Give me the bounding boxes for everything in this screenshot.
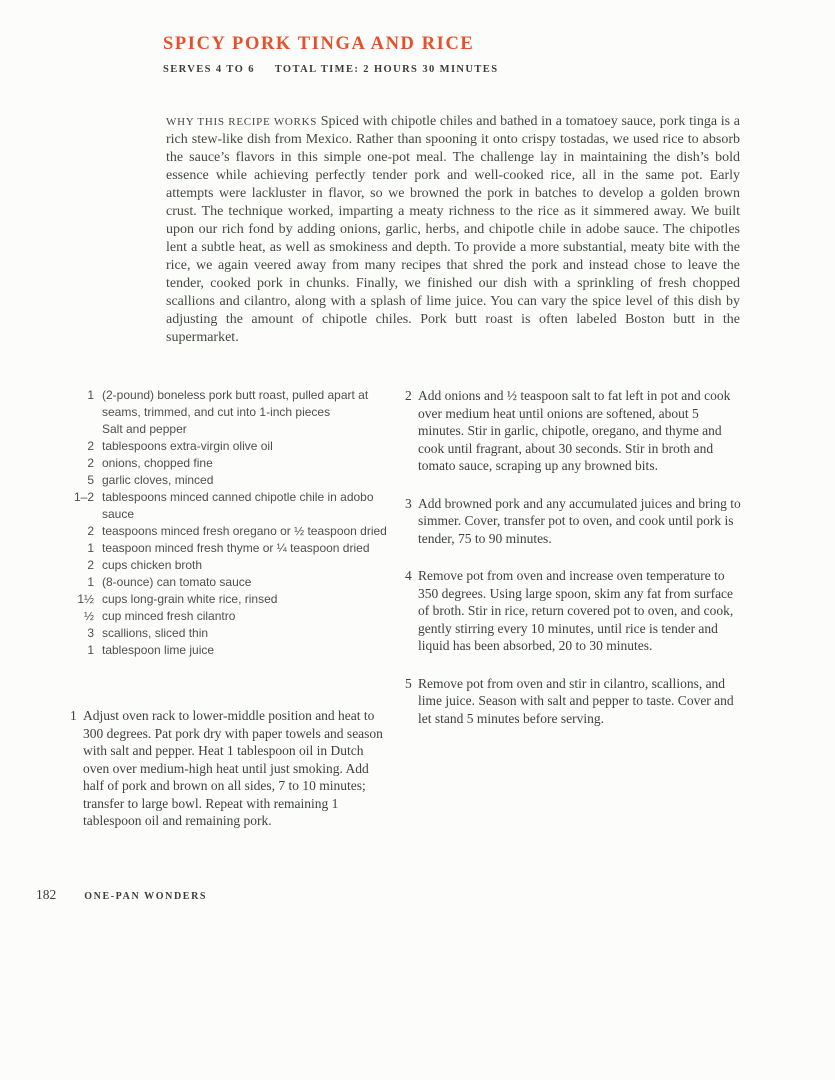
ingredient-row	[62, 540, 394, 557]
ingredient-qty: 2	[87, 558, 94, 572]
ingredient-row	[62, 489, 394, 523]
recipe-title: SPICY PORK TINGA AND RICE	[163, 34, 475, 54]
ingredient-text: teaspoon minced fresh thyme or ¼ teaspoon dried	[102, 541, 370, 555]
step-number: 2	[405, 388, 412, 403]
ingredient-text: tablespoon lime juice	[102, 643, 215, 657]
step-text: Remove pot from oven and stir in cilantro, scallions, and lime juice. Season with salt and pepper to taste. Cover and let stand 5 minutes before serving.	[418, 675, 734, 726]
ingredient-row	[62, 523, 394, 540]
ingredient-text: cup minced fresh cilantro	[102, 609, 236, 623]
total-time-label: TOTAL TIME: 2 HOURS 30 MINUTES	[274, 64, 499, 75]
step-number: 5	[405, 675, 412, 691]
ingredient-qty: 1½	[77, 592, 94, 606]
ingredient-qty: 1–2	[73, 490, 94, 504]
instruction-step-2	[405, 387, 745, 475]
instruction-step-4	[405, 567, 745, 655]
instructions-column-left	[70, 707, 392, 850]
ingredient-qty: 2	[87, 524, 94, 538]
ingredient-qty: 2	[87, 439, 94, 453]
ingredient-row	[62, 421, 394, 438]
page-footer	[36, 886, 207, 904]
ingredient-qty: 1	[87, 575, 94, 589]
page-number: 182	[36, 887, 57, 902]
step-text: Add onions and ½ teaspoon salt to fat left in pot and cook over medium heat until onions are softened, about 5 minutes. Stir in garlic, chipotle, oregano, and thyme and cook until fragrant, about 30 seconds. Stir in broth and tomato sauce, scraping up any browned bits.	[418, 388, 731, 473]
step-text: Add browned pork and any accumulated juices and bring to simmer. Cover, transfer pot to oven, and cook until pork is tender, 75 to 90 minutes.	[418, 495, 741, 546]
recipe-meta	[163, 64, 498, 75]
ingredient-text: (8-ounce) can tomato sauce	[102, 575, 252, 589]
ingredient-row	[62, 438, 394, 455]
ingredient-qty: 1	[87, 541, 94, 555]
ingredient-text: (2-pound) boneless pork butt roast, pulled apart at seams, trimmed, and cut into 1-inch pieces	[102, 388, 369, 419]
ingredient-qty: 1	[87, 388, 94, 402]
ingredient-qty: 5	[87, 473, 94, 487]
ingredient-row	[62, 608, 394, 625]
ingredient-text: tablespoons minced canned chipotle chile in adobo sauce	[102, 490, 374, 521]
ingredient-qty: 1	[87, 643, 94, 657]
recipe-header	[163, 34, 498, 75]
serves-label: SERVES 4 TO 6	[163, 64, 255, 75]
ingredient-row	[62, 455, 394, 472]
ingredient-text: garlic cloves, minced	[102, 473, 214, 487]
ingredient-row	[62, 387, 394, 421]
ingredient-qty: 3	[87, 626, 94, 640]
step-number: 1	[70, 708, 77, 723]
step-number: 3	[405, 495, 412, 511]
step-text: Adjust oven rack to lower-middle position and heat to 300 degrees. Pat pork dry with paper towels and season with salt and pepper. Heat 1 tablespoon oil in Dutch oven over medium-high heat until just smoking. Add half of pork and brown on all sides, 7 to 10 minutes; transfer to large bowl. Repeat with remaining 1 tablespoon oil and remaining pork.	[83, 708, 383, 828]
ingredient-row	[62, 574, 394, 591]
ingredient-text: cups long-grain white rice, rinsed	[102, 592, 278, 606]
ingredient-row	[62, 557, 394, 574]
instruction-step-3	[405, 495, 745, 548]
ingredient-row	[62, 472, 394, 489]
ingredient-text: onions, chopped fine	[102, 456, 213, 470]
ingredient-list	[62, 387, 394, 659]
ingredient-text: tablespoons extra-virgin olive oil	[102, 439, 273, 453]
headnote-text: Spiced with chipotle chiles and bathed in a tomatoey sauce, pork tinga is a rich stew-like dish from Mexico. Rather than spooning it onto crispy tostadas, we used rice to absorb the sauce’s flavors in this simple one-pot meal. The challenge lay in maintaining the dish’s bold essence while achieving perfectly tender pork and well-cooked rice, all in the same pot. Early attempts were lackluster in flavor, so we browned the pork in batches to develop a golden brown crust. The technique worked, imparting a meaty richness to the rice as it simmered away. We built upon our rich fond by adding onions, garlic, herbs, and chipotle chile in adobe sauce. The chipotles lent a subtle heat, as well as smokiness and depth. To provide a more substantial, meaty bite with the rice, we again veered away from many recipes that shred the pork and instead chose to leave the tender, cooked pork in chunks. Finally, we finished our dish with a sprinkling of fresh chopped scallions and cilantro, along with a splash of lime juice. You can vary the spice level of this dish by adjusting the amount of chipotle chiles. Pork butt roast is often labeled Boston butt in the supermarket.	[166, 114, 740, 345]
instruction-step-1	[70, 707, 392, 830]
instructions-column-right	[405, 387, 745, 747]
ingredient-text: teaspoons minced fresh oregano or ½ teaspoon dried	[102, 524, 387, 538]
ingredient-row	[62, 591, 394, 608]
ingredient-text: Salt and pepper	[102, 422, 187, 436]
ingredient-text: cups chicken broth	[102, 558, 203, 572]
ingredient-text: scallions, sliced thin	[102, 626, 209, 640]
ingredient-qty: ½	[83, 609, 94, 623]
ingredient-qty: 2	[87, 456, 94, 470]
ingredient-qty	[62, 421, 102, 438]
ingredient-row	[62, 625, 394, 642]
book-section-title: ONE-PAN WONDERS	[84, 891, 208, 902]
recipe-headnote	[166, 113, 740, 347]
instruction-step-5	[405, 675, 745, 728]
step-number: 4	[405, 568, 412, 583]
ingredient-row	[62, 642, 394, 659]
headnote-leadin: WHY THIS RECIPE WORKS	[166, 116, 318, 128]
step-text: Remove pot from oven and increase oven temperature to 350 degrees. Using large spoon, skim any fat from surface of broth. Stir in rice, return covered pot to oven, and cook, gently stirring every 10 minutes, until rice is tender and liquid has been absorbed, 20 to 30 minutes.	[418, 568, 734, 653]
